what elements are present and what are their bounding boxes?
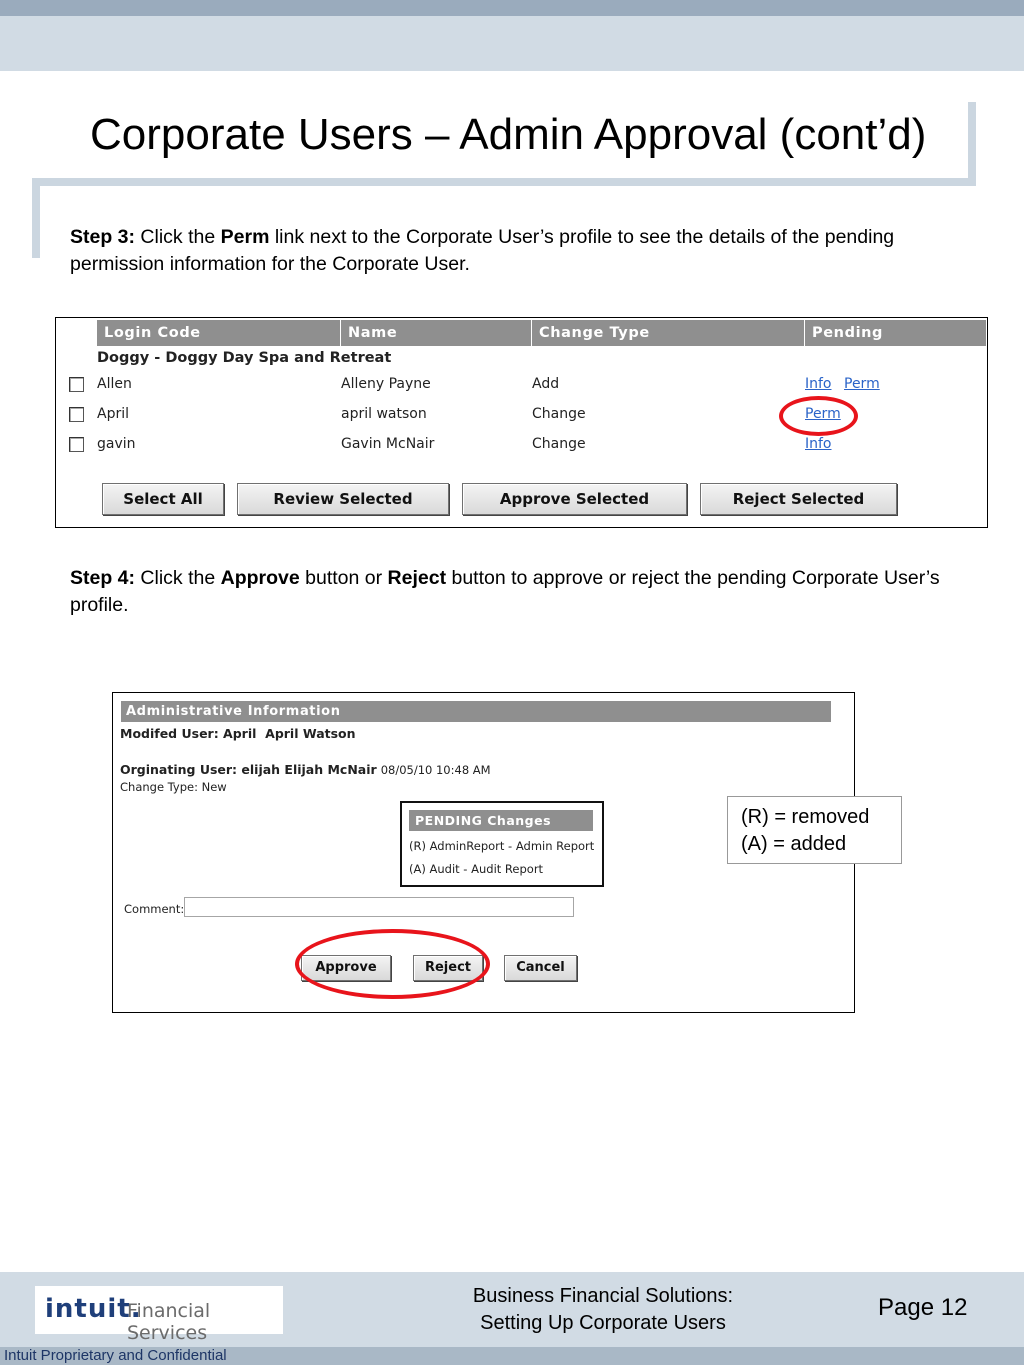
pending-changes-box — [400, 801, 604, 887]
perm-link-allen[interactable]: Perm — [844, 376, 880, 392]
column-header-login-code: Login Code — [97, 320, 340, 346]
login-code-april: April — [97, 406, 129, 422]
step-3-label: Step 3: — [70, 226, 136, 248]
step-4-instruction — [70, 565, 970, 619]
reject-button[interactable]: Reject — [413, 955, 483, 981]
name-april: april watson — [341, 406, 427, 422]
info-link-allen[interactable]: Info — [805, 376, 832, 392]
legend-removed: (R) = removed — [741, 806, 870, 828]
modified-user-name: April Watson — [265, 726, 356, 741]
page-number: Page 12 — [878, 1294, 968, 1321]
footer-title-line-2: Setting Up Corporate Users — [480, 1312, 726, 1334]
change-legend — [727, 796, 902, 864]
page-title: Corporate Users – Admin Approval (cont’d) — [90, 110, 927, 159]
group-label: Doggy - Doggy Day Spa and Retreat — [97, 350, 392, 366]
select-all-button[interactable]: Select All — [102, 483, 224, 515]
originating-user-label: Orginating User: elijah Elijah McNair — [120, 762, 377, 777]
cancel-button[interactable]: Cancel — [504, 955, 577, 981]
login-code-gavin: gavin — [97, 436, 136, 452]
approve-reject-highlight-ring — [295, 929, 490, 999]
perm-link-april[interactable]: Perm — [805, 406, 841, 422]
intuit-logo — [35, 1286, 283, 1344]
legend-added: (A) = added — [741, 833, 847, 855]
column-header-name: Name — [341, 320, 531, 346]
top-strip — [0, 0, 1024, 16]
name-gavin: Gavin McNair — [341, 436, 435, 452]
title-frame-left — [32, 178, 40, 258]
row-checkbox-gavin[interactable] — [69, 437, 84, 452]
name-allen: Alleny Payne — [341, 376, 431, 392]
footer-document-title — [430, 1283, 776, 1337]
row-checkbox-allen[interactable] — [69, 377, 84, 392]
column-header-pending: Pending — [805, 320, 986, 346]
originating-date: 08/05/10 10:48 AM — [380, 763, 491, 777]
title-frame-right — [968, 102, 976, 182]
column-header-change-type: Change Type — [532, 320, 804, 346]
change-type-allen: Add — [532, 376, 560, 392]
step-4-text-mid: button or — [299, 567, 388, 589]
modified-user — [120, 726, 356, 741]
footer-title-line-1: Business Financial Solutions: — [472, 1285, 734, 1307]
modified-user-label: Modifed User: April — [120, 726, 257, 741]
approve-selected-button[interactable]: Approve Selected — [462, 483, 687, 515]
step-3-text: Click the — [135, 226, 221, 248]
change-type-april: Change — [532, 406, 586, 422]
confidential-notice: Intuit Proprietary and Confidential — [4, 1347, 227, 1364]
title-frame-bottom — [32, 178, 976, 186]
step-4-reject-word: Reject — [387, 567, 447, 589]
step-4-approve-word: Approve — [220, 567, 300, 589]
step-4-text: Click the — [135, 567, 221, 589]
admin-information-header: Administrative Information — [121, 701, 831, 722]
change-type-gavin: Change — [532, 436, 586, 452]
comment-input[interactable] — [184, 897, 574, 917]
row-checkbox-april[interactable] — [69, 407, 84, 422]
approve-button[interactable]: Approve — [301, 955, 391, 981]
step-3-text-rest: link next to the Corporate User’s profile to see the details of the pending permission information for the Corporate User. — [70, 226, 895, 275]
logo-brand: intuit. — [45, 1294, 142, 1324]
originating-user — [120, 762, 491, 777]
step-3-instruction — [70, 224, 970, 278]
perm-highlight-ring — [779, 396, 858, 436]
review-selected-button[interactable]: Review Selected — [237, 483, 449, 515]
pending-changes-header: PENDING Changes — [409, 810, 593, 831]
pending-change-removed: (R) AdminReport - Admin Report — [409, 839, 595, 853]
pending-change-added: (A) Audit - Audit Report — [409, 862, 544, 876]
step-4-label: Step 4: — [70, 567, 136, 589]
step-4-text-rest: button to approve or reject the pending Corporate User’s profile. — [70, 567, 940, 616]
logo-subtitle: Financial Services — [127, 1300, 211, 1344]
info-link-gavin[interactable]: Info — [805, 436, 832, 452]
login-code-allen: Allen — [97, 376, 132, 392]
top-band — [0, 16, 1024, 71]
comment-label: Comment: — [124, 902, 185, 916]
change-type: Change Type: New — [120, 780, 227, 794]
reject-selected-button[interactable]: Reject Selected — [700, 483, 897, 515]
step-3-perm-word: Perm — [220, 226, 270, 248]
